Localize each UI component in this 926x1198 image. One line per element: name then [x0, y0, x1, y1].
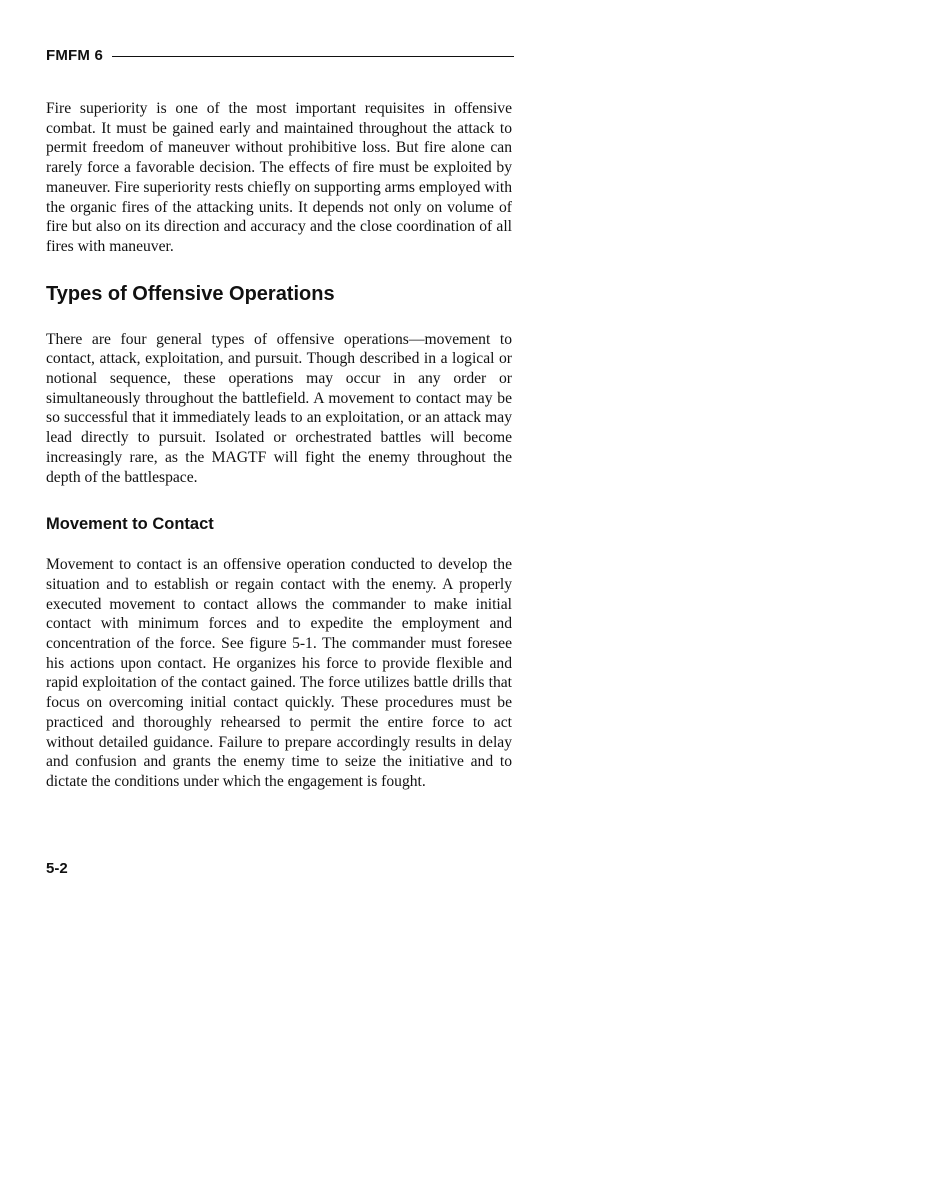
- page-header: [46, 47, 514, 64]
- page-content: [46, 99, 512, 792]
- header-rule: [112, 56, 514, 57]
- intro-paragraph: Fire superiority is one of the most important requisites in offensive combat. It must be gained early and maintained throughout the attack to permit freedom of maneuver without prohibitive loss. But fire alone can rarely force a favorable decision. The effects of fire must be exploited by maneuver. Fire superiority rests chiefly on supporting arms employed with the organic fires of the attacking units. It depends not only on volume of fire but also on its direction and accuracy and the close coordination of all fires with maneuver.: [46, 100, 512, 255]
- page-number: 5-2: [46, 860, 68, 877]
- subsection-paragraph: Movement to contact is an offensive operation conducted to develop the situation and to establish or regain contact with the enemy. A properly executed movement to contact allows the commander to make initial contact with minimum forces and to expedite the employment and concentration of the force. See figure 5-1. The commander must foresee his actions upon contact. He organizes his force to provide flexible and rapid exploitation of the contact gained. The force utilizes battle drills that focus on overcoming initial contact quickly. These procedures must be practiced and thoroughly rehearsed to permit the entire force to act without detailed guidance. Failure to prepare accordingly results in delay and confusion and grants the enemy time to seize the initiative and to dictate the conditions under which the engagement is fought.: [46, 556, 512, 790]
- section-paragraph: There are four general types of offensive operations—movement to contact, attack, exploitation, and pursuit. Though described in a logical or notional sequence, these operations may occur in any order or simultaneously throughout the battlefield. A movement to contact may be so successful that it immediately leads to an exploitation, or an attack may lead directly to pursuit. Isolated or orchestrated battles will become increasingly rare, as the MAGTF will fight the enemy throughout the depth of the battlespace.: [46, 330, 512, 486]
- section-heading: Types of Offensive Operations: [46, 282, 335, 305]
- subsection-heading: Movement to Contact: [46, 515, 214, 534]
- running-title: FMFM 6: [46, 47, 104, 64]
